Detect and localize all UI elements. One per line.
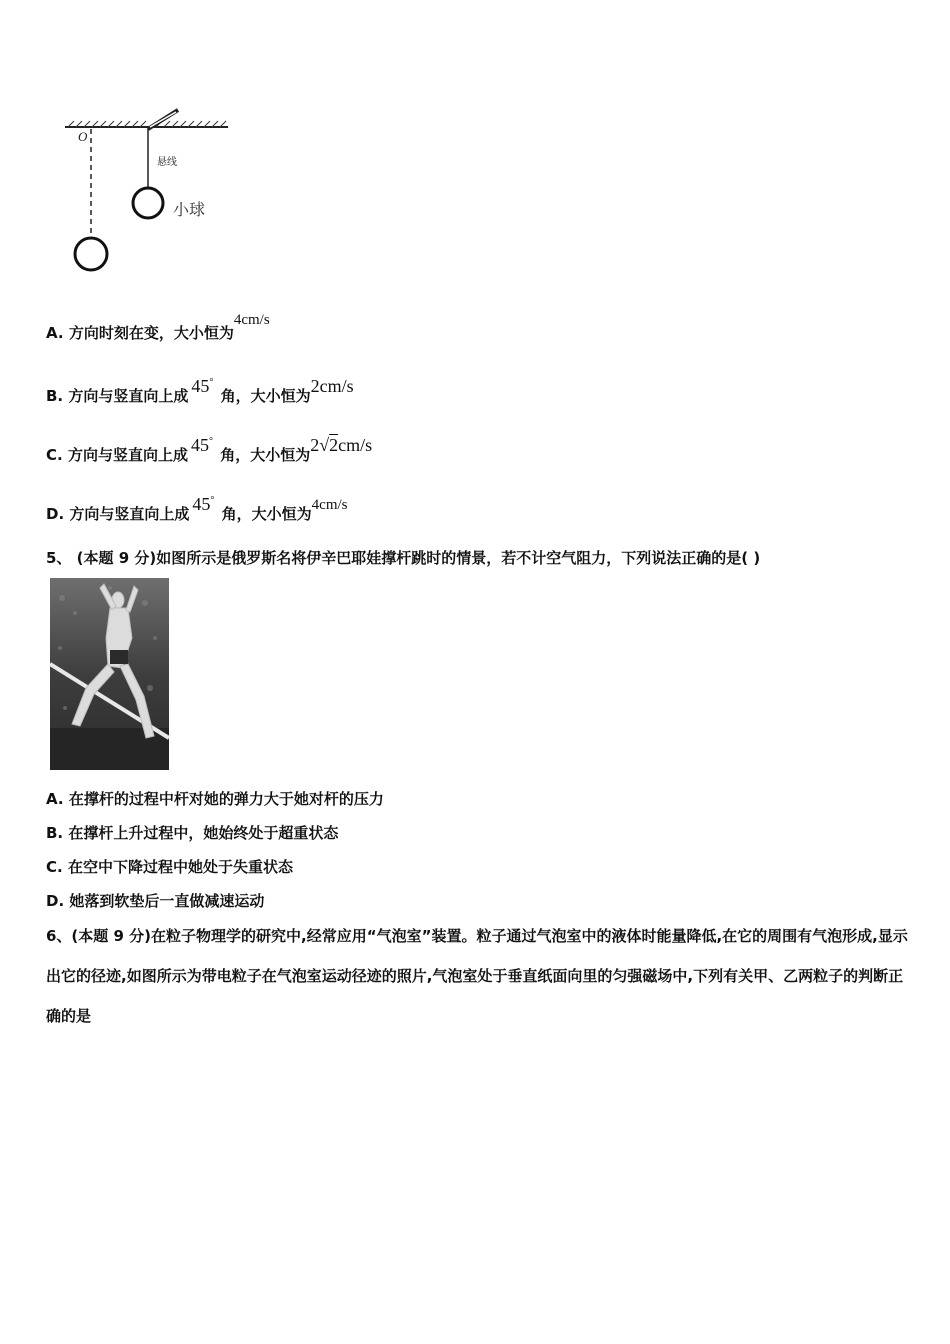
option-text: 方向与竖直向上成 bbox=[68, 387, 189, 405]
option-mid: 角，大小恒为 bbox=[221, 505, 312, 523]
q4-option-d bbox=[46, 494, 348, 525]
origin-label: O bbox=[78, 129, 88, 144]
option-angle: 45° bbox=[190, 435, 213, 455]
option-letter: B. bbox=[46, 824, 64, 842]
option-letter: D. bbox=[46, 892, 65, 910]
sqrt-icon: √ bbox=[319, 435, 330, 455]
q5-stem: 5、 (本题 9 分)如图所示是俄罗斯名将伊辛巴耶娃撑杆跳时的情景，若不计空气阻力，下列说法正确的是( ) bbox=[46, 549, 761, 567]
option-mid: 角，大小恒为 bbox=[220, 387, 311, 405]
option-letter: A. bbox=[46, 790, 64, 808]
option-text: 在撑杆的过程中杆对她的弹力大于她对杆的压力 bbox=[68, 790, 384, 808]
option-mid: 角，大小恒为 bbox=[220, 446, 311, 464]
option-value: 2√2cm/s bbox=[310, 435, 373, 455]
option-angle: 45° bbox=[192, 494, 215, 514]
option-text: 方向与竖直向上成 bbox=[67, 446, 188, 464]
q5-option-d bbox=[46, 891, 264, 911]
option-angle: 45° bbox=[191, 376, 214, 396]
option-letter: D. bbox=[46, 505, 65, 523]
option-letter: A. bbox=[46, 324, 64, 342]
option-text: 她落到软垫后一直做减速运动 bbox=[69, 892, 265, 910]
option-letter: C. bbox=[46, 446, 63, 464]
q4-option-b bbox=[46, 376, 354, 406]
option-value: 2cm/s bbox=[310, 376, 354, 396]
ball-lower bbox=[75, 238, 107, 270]
pole-vault-photo bbox=[50, 578, 169, 770]
option-letter: C. bbox=[46, 858, 63, 876]
option-value: 4cm/s bbox=[233, 312, 270, 328]
ball-label: 小球 bbox=[173, 200, 206, 219]
q4-option-a bbox=[46, 312, 270, 344]
option-value: 4cm/s bbox=[311, 497, 348, 513]
ball-upper bbox=[133, 188, 163, 218]
option-letter: B. bbox=[46, 387, 64, 405]
q5-option-b bbox=[46, 823, 338, 843]
q5-option-a bbox=[46, 789, 384, 809]
option-text: 在撑杆上升过程中，她始终处于超重状态 bbox=[68, 824, 339, 842]
q6-stem: 6、(本题 9 分)在粒子物理学的研究中,经常应用“气泡室”装置。粒子通过气泡室中的液体时能量降低,在它的周围有气泡形成,显示出它的径迹,如图所示为带电粒子在气泡室运动径迹的照片,气泡室处于垂直纸面向里的匀强磁场中,下列有关甲、乙两粒子的判断正确的是 bbox=[46, 927, 908, 1025]
pendulum-figure bbox=[60, 105, 240, 280]
option-text: 方向时刻在变，大小恒为 bbox=[68, 324, 234, 342]
option-text: 方向与竖直向上成 bbox=[69, 505, 190, 523]
q5-option-c bbox=[46, 857, 293, 877]
option-text: 在空中下降过程中她处于失重状态 bbox=[67, 858, 293, 876]
string-label: 悬线 bbox=[157, 157, 177, 168]
q4-option-c bbox=[46, 435, 373, 465]
